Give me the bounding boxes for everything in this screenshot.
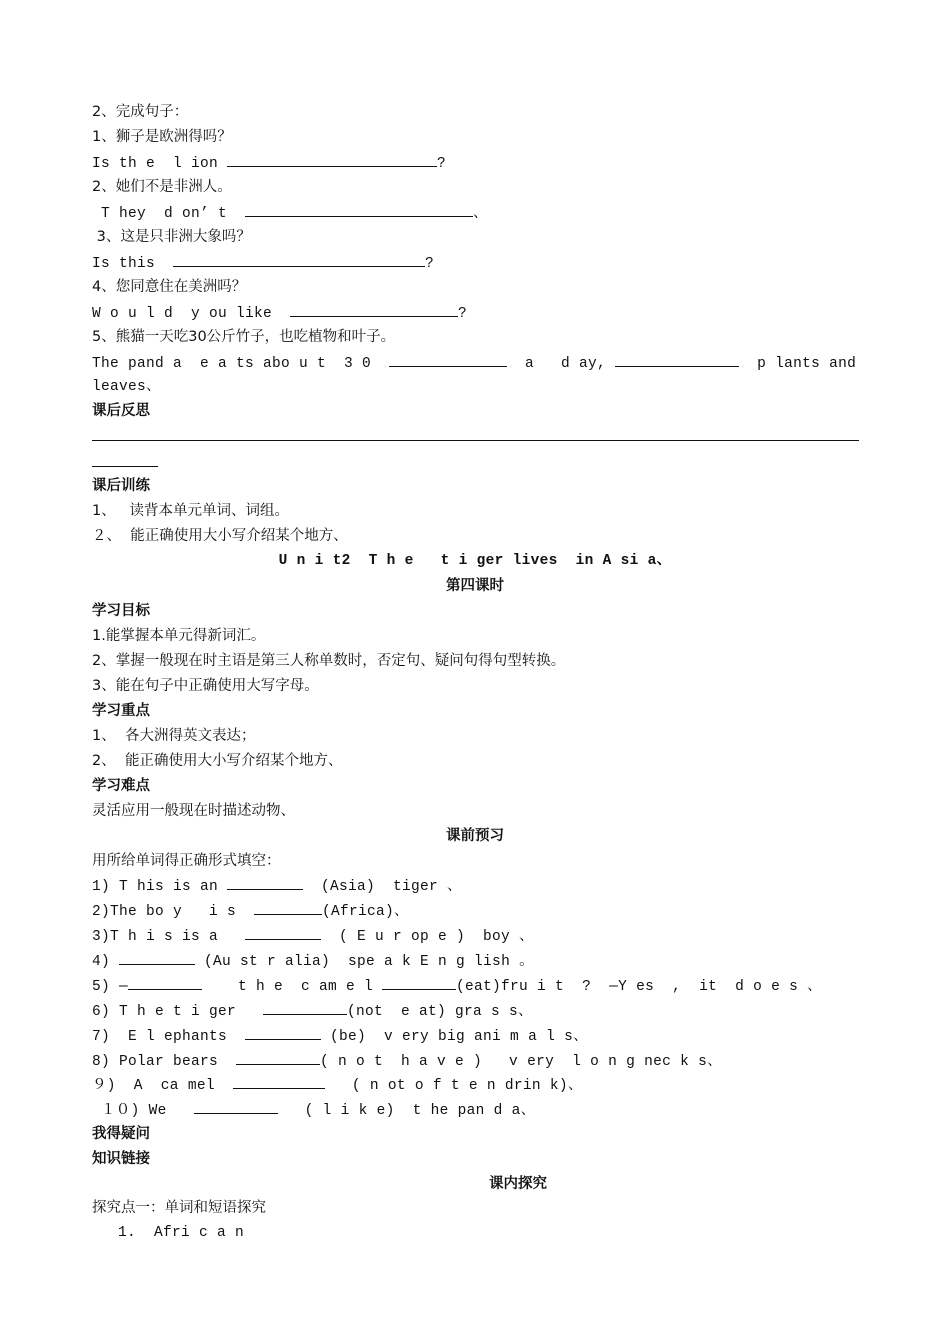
answer-blank[interactable] xyxy=(245,1025,321,1040)
answer-blank[interactable] xyxy=(227,875,303,890)
answer-blank[interactable] xyxy=(233,1074,325,1089)
goal-3: 3、能在句子中正确使用大写字母。 xyxy=(92,678,319,694)
question-5-chinese: 5、熊猫一天吃30公斤竹子，也吃植物和叶子。 xyxy=(92,329,396,345)
fill-item-10: １０) We ( l i k e) t he pan d a、 xyxy=(92,1099,535,1121)
question-2-chinese: 2、她们不是非洲人。 xyxy=(92,179,232,195)
training-item-1: 1、 读背本单元单词、词组。 xyxy=(92,503,290,519)
answer-blank[interactable] xyxy=(263,1000,347,1015)
heading-key-points: 学习重点 xyxy=(92,703,150,719)
heading-in-class-explore: 课内探究 xyxy=(489,1176,547,1192)
question-5-english-cont: leaves、 xyxy=(92,379,161,395)
goal-2: 2、掌握一般现在时主语是第三人称单数时，否定句、疑问句得句型转换。 xyxy=(92,653,566,669)
explore-point-1: 探究点一：单词和短语探究 xyxy=(92,1200,266,1216)
answer-blank[interactable] xyxy=(173,252,425,267)
key-point-1: 1、 各大洲得英文表达； xyxy=(92,728,256,744)
answer-blank[interactable] xyxy=(290,302,458,317)
fill-item-8: 8) Polar bears ( n o t h a v e ) v ery l o n g nec k s、 xyxy=(92,1050,722,1072)
answer-blank[interactable] xyxy=(245,202,473,217)
fill-item-7: 7) E l ephants (be) v ery big ani m a l s、 xyxy=(92,1025,588,1047)
reflection-line-short xyxy=(92,466,158,467)
answer-blank[interactable] xyxy=(119,950,195,965)
fill-instruction: 用所给单词得正确形式填空： xyxy=(92,853,281,869)
answer-blank[interactable] xyxy=(245,925,321,940)
question-5-english: The pand a e a ts abo u t 3 0 a d ay, p lants and xyxy=(92,352,856,374)
difficulty-1: 灵活应用一般现在时描述动物、 xyxy=(92,803,295,819)
training-item-2: ２、 能正确使用大小写介绍某个地方、 xyxy=(92,528,348,544)
fill-item-5: 5) — t h e c am e l (eat)fru i t ? —Y es , it d o e s 、 xyxy=(92,975,822,997)
question-1-english: Is th e l ion ? xyxy=(92,152,446,174)
answer-blank[interactable] xyxy=(236,1050,320,1065)
question-1-chinese: 1、狮子是欧洲得吗？ xyxy=(92,129,232,145)
fill-item-3: 3)T h i s is a ( E u r op e ) boy 、 xyxy=(92,925,534,947)
question-4-chinese: 4、您同意住在美洲吗？ xyxy=(92,279,247,295)
heading-difficulties: 学习难点 xyxy=(92,778,150,794)
question-2-english: T hey d on’ t 、 xyxy=(92,202,488,224)
answer-blank[interactable] xyxy=(194,1099,278,1114)
unit-title: U n i t2 T h e t i ger lives in A si a、 xyxy=(278,553,672,569)
answer-blank[interactable] xyxy=(382,975,456,990)
answer-blank[interactable] xyxy=(128,975,202,990)
heading-training: 课后训练 xyxy=(92,478,150,494)
fill-item-1: 1) T his is an (Asia) tiger 、 xyxy=(92,875,462,897)
heading-goals: 学习目标 xyxy=(92,603,150,619)
reflection-line xyxy=(92,440,859,441)
answer-blank[interactable] xyxy=(615,352,739,367)
answer-blank[interactable] xyxy=(254,900,322,915)
key-point-2: 2、 能正确使用大小写介绍某个地方、 xyxy=(92,753,343,769)
section-complete-sentences: 2、完成句子： xyxy=(92,104,189,120)
fill-item-2: 2)The bo y i s (Africa)、 xyxy=(92,900,409,922)
heading-knowledge-link: 知识链接 xyxy=(92,1151,150,1167)
heading-my-questions: 我得疑问 xyxy=(92,1126,150,1142)
question-4-english: W o u l d y ou like ? xyxy=(92,302,467,324)
heading-preview: 课前预习 xyxy=(446,828,504,844)
lesson-title: 第四课时 xyxy=(446,578,504,594)
fill-item-9: ９) A ca mel ( n ot o f t e n drin k)、 xyxy=(92,1074,583,1096)
fill-item-4: 4) (Au st r alia) spe a k E n g lish 。 xyxy=(92,950,534,972)
question-3-english: Is this ? xyxy=(92,252,434,274)
explore-word-1: 1. Afri c a n xyxy=(118,1225,245,1241)
heading-reflection: 课后反思 xyxy=(92,403,150,419)
goal-1: 1.能掌握本单元得新词汇。 xyxy=(92,628,266,644)
answer-blank[interactable] xyxy=(389,352,507,367)
question-3-chinese: 3、这是只非洲大象吗？ xyxy=(92,229,251,245)
answer-blank[interactable] xyxy=(227,152,437,167)
fill-item-6: 6) T h e t i ger (not e at) gra s s、 xyxy=(92,1000,533,1022)
